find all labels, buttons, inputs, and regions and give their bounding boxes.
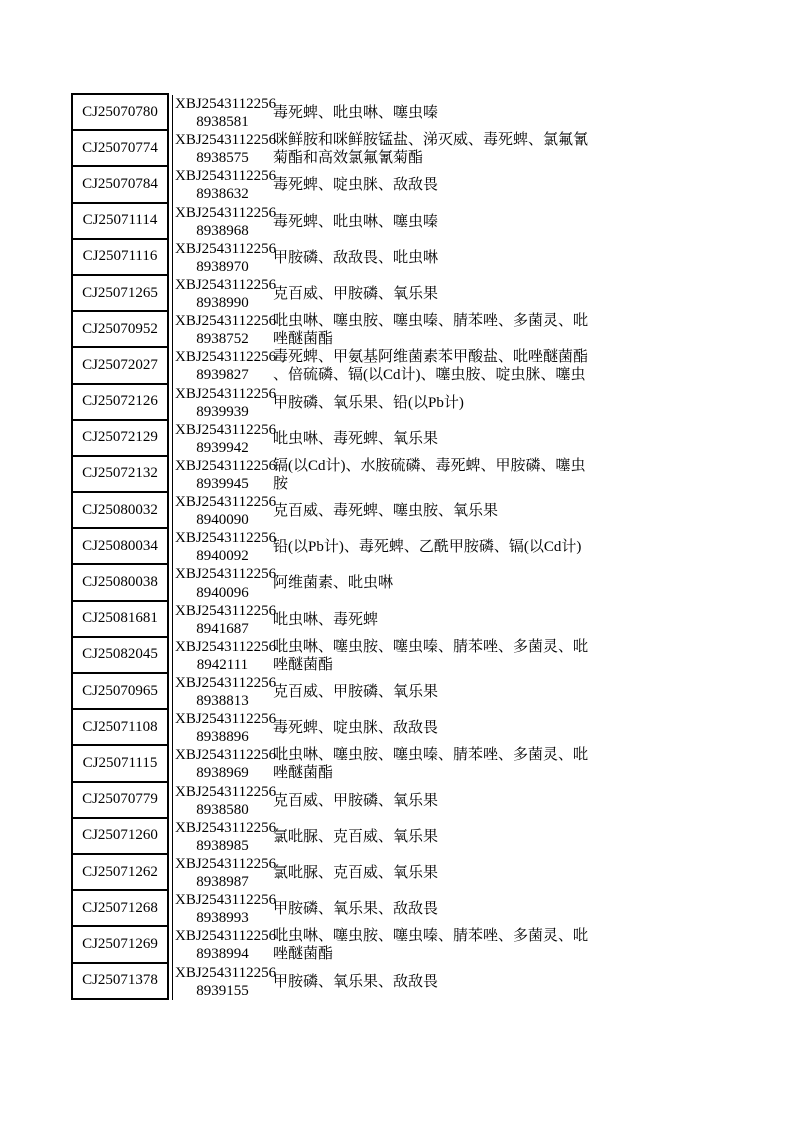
table-row: [71, 927, 731, 963]
report-number-cell: [169, 927, 277, 963]
report-number-cell: [169, 276, 277, 312]
report-number-prefix: XBJ2543112256: [175, 747, 277, 764]
detected-item-line: 甲胺磷、氧乐果、敌敌畏: [273, 901, 439, 918]
detected-item-line: 、倍硫磷、镉(以Cd计)、噻虫胺、啶虫脒、噻虫: [273, 367, 586, 384]
report-number-prefix: XBJ2543112256: [175, 313, 277, 330]
detected-item-line: 克百威、甲胺磷、氧乐果: [273, 684, 439, 701]
table-row: [71, 457, 731, 493]
detected-items-cell: [273, 493, 731, 529]
detected-items-cell: [273, 529, 731, 565]
table-row: [71, 565, 731, 601]
table-row: [71, 710, 731, 746]
report-number-suffix: 8939942: [196, 439, 249, 456]
report-number-prefix: XBJ2543112256: [175, 711, 277, 728]
sample-code-cell: CJ25072129: [71, 419, 169, 457]
detected-items-cell: [273, 95, 731, 131]
detected-items-cell: [273, 312, 731, 348]
sample-code-cell: CJ25071108: [71, 708, 169, 746]
report-number-suffix: 8938969: [196, 765, 249, 782]
table-row: [71, 819, 731, 855]
report-number-suffix: 8939155: [196, 982, 249, 999]
report-number-prefix: XBJ2543112256: [175, 349, 277, 366]
detected-items-cell: [273, 819, 731, 855]
report-number-suffix: 8938993: [196, 910, 249, 927]
detected-item-line: 咪鲜胺和咪鲜胺锰盐、涕灭威、毒死蜱、氯氟氰: [273, 132, 589, 149]
detected-item-line: 克百威、甲胺磷、氧乐果: [273, 285, 439, 302]
detected-items-cell: [273, 565, 731, 601]
sample-code-cell: CJ25070965: [71, 672, 169, 710]
table-row: [71, 493, 731, 529]
report-number-suffix: 8938987: [196, 874, 249, 891]
report-number-prefix: XBJ2543112256: [175, 928, 277, 945]
table-row: [71, 312, 731, 348]
detected-item-line: 阿维菌素、吡虫啉: [273, 575, 394, 592]
report-number-prefix: XBJ2543112256: [175, 240, 277, 257]
detected-item-line: 唑醚菌酯: [273, 946, 334, 963]
sample-code-cell: CJ25080034: [71, 527, 169, 565]
report-number-suffix: 8938985: [196, 837, 249, 854]
report-number-cell: [169, 891, 277, 927]
table-row: [71, 204, 731, 240]
report-number-suffix: 8940092: [196, 548, 249, 565]
report-number-cell: [169, 204, 277, 240]
detected-item-line: 甲胺磷、氧乐果、铅(以Pb计): [273, 394, 464, 411]
detected-items-cell: [273, 964, 731, 1000]
sample-code-cell: CJ25072027: [71, 346, 169, 384]
sample-code-cell: CJ25071269: [71, 925, 169, 963]
sample-code-cell: CJ25070780: [71, 93, 169, 131]
detected-item-line: 吡虫啉、噻虫胺、噻虫嗪、腈苯唑、多菌灵、吡: [273, 928, 589, 945]
detected-item-line: 氯吡脲、克百威、氧乐果: [273, 828, 439, 845]
table-row: [71, 348, 731, 384]
report-number-cell: [169, 167, 277, 203]
report-number-prefix: XBJ2543112256: [175, 819, 277, 836]
detected-items-cell: [273, 674, 731, 710]
detected-items-cell: [273, 348, 731, 384]
sample-code-cell: CJ25072132: [71, 455, 169, 493]
report-number-suffix: 8938752: [196, 331, 249, 348]
detected-items-cell: [273, 276, 731, 312]
report-number-cell: [169, 855, 277, 891]
sample-code-cell: CJ25071116: [71, 238, 169, 276]
report-number-prefix: XBJ2543112256: [175, 421, 277, 438]
report-number-prefix: XBJ2543112256: [175, 602, 277, 619]
detected-item-line: 毒死蜱、啶虫脒、敌敌畏: [273, 720, 439, 737]
table-row: [71, 783, 731, 819]
table-row: [71, 964, 731, 1000]
detected-items-cell: [273, 746, 731, 782]
report-number-suffix: 8938575: [196, 150, 249, 167]
report-number-suffix: 8938632: [196, 186, 249, 203]
detected-item-line: 毒死蜱、啶虫脒、敌敌畏: [273, 177, 439, 194]
report-number-prefix: XBJ2543112256: [175, 675, 277, 691]
table-row: [71, 95, 731, 131]
table-row: [71, 385, 731, 421]
sample-code-cell: CJ25071262: [71, 853, 169, 891]
detected-items-cell: [273, 240, 731, 276]
report-number-prefix: XBJ2543112256: [175, 855, 277, 872]
report-number-prefix: XBJ2543112256: [175, 132, 277, 149]
detected-items-cell: [273, 602, 731, 638]
report-number-cell: [169, 710, 277, 746]
report-number-suffix: 8941687: [196, 620, 249, 637]
sample-code-cell: CJ25072126: [71, 383, 169, 421]
detected-item-line: 吡虫啉、噻虫胺、噻虫嗪、腈苯唑、多菌灵、吡: [273, 638, 589, 655]
table-row: [71, 638, 731, 674]
report-number-cell: [169, 565, 277, 601]
report-number-cell: [169, 240, 277, 276]
detected-item-line: 胺: [273, 475, 289, 492]
report-number-prefix: XBJ2543112256: [175, 204, 277, 221]
report-number-prefix: XBJ2543112256: [175, 96, 277, 112]
detected-item-line: 吡虫啉、噻虫胺、噻虫嗪、腈苯唑、多菌灵、吡: [273, 747, 589, 764]
detected-item-line: 氯吡脲、克百威、氧乐果: [273, 864, 439, 881]
report-number-prefix: XBJ2543112256: [175, 892, 277, 909]
report-number-suffix: 8938813: [196, 693, 249, 710]
detected-items-cell: [273, 855, 731, 891]
table-row: [71, 891, 731, 927]
report-number-prefix: XBJ2543112256: [175, 638, 277, 655]
report-number-cell: [169, 638, 277, 674]
report-number-cell: [169, 964, 277, 1000]
report-number-prefix: XBJ2543112256: [175, 276, 277, 293]
sample-code-cell: CJ25071265: [71, 274, 169, 312]
table-row: [71, 674, 731, 710]
sample-code-cell: CJ25070774: [71, 129, 169, 167]
report-number-cell: [169, 602, 277, 638]
report-number-cell: [169, 674, 277, 710]
detected-item-line: 唑醚菌酯: [273, 331, 334, 348]
sample-code-cell: CJ25071268: [71, 889, 169, 927]
detected-item-line: 唑醚菌酯: [273, 656, 334, 673]
detected-items-cell: [273, 131, 731, 167]
detected-items-cell: [273, 204, 731, 240]
detected-item-line: 吡虫啉、噻虫胺、噻虫嗪、腈苯唑、多菌灵、吡: [273, 313, 589, 330]
table-row: [71, 602, 731, 638]
detected-item-line: 铅(以Pb计)、毒死蜱、乙酰甲胺磷、镉(以Cd计): [273, 539, 582, 556]
table-row: [71, 746, 731, 782]
report-number-cell: [169, 95, 277, 131]
detected-items-cell: [273, 638, 731, 674]
sample-code-cell: CJ25070784: [71, 165, 169, 203]
detected-items-cell: [273, 421, 731, 457]
table-row: [71, 240, 731, 276]
report-number-suffix: 8938968: [196, 222, 249, 239]
report-number-suffix: 8942111: [196, 656, 249, 673]
detected-items-cell: [273, 710, 731, 746]
table-row: [71, 855, 731, 891]
report-number-suffix: 8938581: [196, 114, 249, 131]
report-number-prefix: XBJ2543112256: [175, 964, 277, 981]
detected-items-cell: [273, 783, 731, 819]
detected-item-line: 唑醚菌酯: [273, 765, 334, 782]
detected-item-line: 吡虫啉、毒死蜱、氧乐果: [273, 430, 439, 447]
sample-code-cell: CJ25081681: [71, 600, 169, 638]
sample-code-cell: CJ25070952: [71, 310, 169, 348]
report-number-suffix: 8940090: [196, 512, 249, 529]
report-number-prefix: XBJ2543112256: [175, 385, 277, 402]
detected-item-line: 甲胺磷、敌敌畏、吡虫啉: [273, 249, 439, 266]
sample-code-cell: CJ25082045: [71, 636, 169, 674]
report-number-suffix: 8938990: [196, 295, 249, 312]
report-number-suffix: 8940096: [196, 584, 249, 601]
detected-item-line: 毒死蜱、吡虫啉、噻虫嗪: [273, 213, 439, 230]
column-divider-line: [172, 95, 173, 1000]
report-number-suffix: 8939827: [196, 367, 249, 384]
detected-items-cell: [273, 385, 731, 421]
sample-code-cell: CJ25080038: [71, 563, 169, 601]
detected-items-cell: [273, 927, 731, 963]
report-number-cell: [169, 493, 277, 529]
detected-item-line: 吡虫啉、毒死蜱: [273, 611, 379, 628]
report-number-suffix: 8938970: [196, 258, 249, 275]
report-number-cell: [169, 385, 277, 421]
detected-item-line: 克百威、毒死蜱、噻虫胺、氧乐果: [273, 503, 499, 520]
table-row: [71, 131, 731, 167]
report-number-prefix: XBJ2543112256: [175, 494, 277, 511]
sample-code-cell: CJ25071378: [71, 962, 169, 1000]
report-number-prefix: XBJ2543112256: [175, 457, 277, 474]
report-number-cell: [169, 421, 277, 457]
table-row: [71, 529, 731, 565]
report-number-suffix: 8938994: [196, 946, 249, 963]
detected-item-line: 菊酯和高效氯氟氰菊酯: [273, 150, 424, 167]
sample-code-cell: CJ25071114: [71, 202, 169, 240]
report-number-cell: [169, 819, 277, 855]
report-number-cell: [169, 746, 277, 782]
report-number-cell: [169, 348, 277, 384]
report-number-suffix: 8938580: [196, 801, 249, 818]
table-row: [71, 167, 731, 203]
report-number-prefix: XBJ2543112256: [175, 530, 277, 547]
sample-code-cell: CJ25070779: [71, 781, 169, 819]
report-number-suffix: 8939939: [196, 403, 249, 420]
report-number-suffix: 8939945: [196, 475, 249, 492]
report-number-cell: [169, 529, 277, 565]
report-number-cell: [169, 312, 277, 348]
detected-item-line: 甲胺磷、氧乐果、敌敌畏: [273, 973, 439, 990]
report-number-suffix: 8938896: [196, 729, 249, 746]
table-row: [71, 276, 731, 312]
detected-items-cell: [273, 167, 731, 203]
report-number-cell: [169, 783, 277, 819]
detected-item-line: 毒死蜱、甲氨基阿维菌素苯甲酸盐、吡唑醚菌酯: [273, 349, 589, 366]
sample-code-cell: CJ25080032: [71, 491, 169, 529]
table-row: [71, 421, 731, 457]
sample-code-cell: CJ25071260: [71, 817, 169, 855]
sample-table: [71, 95, 731, 1000]
report-number-prefix: XBJ2543112256: [175, 168, 277, 185]
detected-item-line: 毒死蜱、吡虫啉、噻虫嗪: [273, 105, 439, 122]
detected-item-line: 克百威、甲胺磷、氧乐果: [273, 792, 439, 809]
detected-items-cell: [273, 457, 731, 493]
report-number-prefix: XBJ2543112256: [175, 783, 277, 800]
detected-items-cell: [273, 891, 731, 927]
report-number-prefix: XBJ2543112256: [175, 566, 277, 583]
sample-code-cell: CJ25071115: [71, 744, 169, 782]
detected-item-line: 镉(以Cd计)、水胺硫磷、毒死蜱、甲胺磷、噻虫: [273, 457, 586, 474]
report-number-cell: [169, 457, 277, 493]
report-number-cell: [169, 131, 277, 167]
